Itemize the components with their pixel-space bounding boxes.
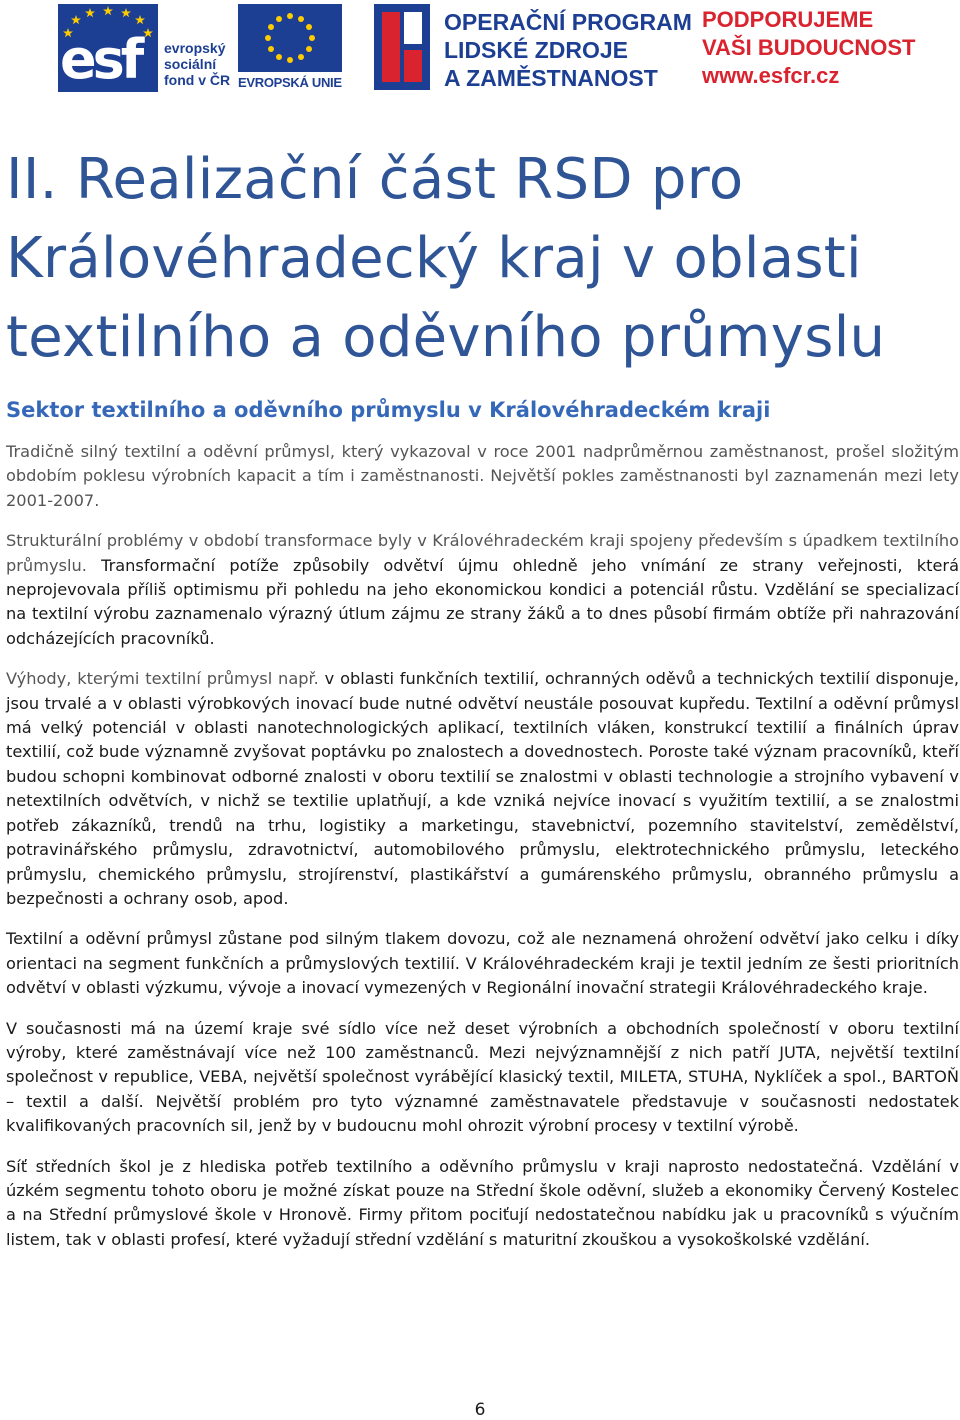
eu-logo [238,4,342,92]
op-program-mark-icon [374,4,430,90]
esf-caption-line: evropský [164,40,226,56]
esf-caption-line: fond v ČR [164,72,231,88]
paragraph [6,440,959,513]
paragraph-text: Výhody, kterými textilní průmysl např. [6,669,325,689]
paragraph [6,667,959,911]
op-program-line: OPERAČNÍ PROGRAM [444,9,692,35]
op-program-line: A ZAMĚSTNANOST [444,65,658,91]
support-slogan-logo [702,6,916,90]
paragraph [6,1155,959,1253]
paragraph-text: Strukturální problémy v období transformace byly v Královéhradeckém kraji spojeny především s úpadkem textilního průmyslu. [6,531,959,575]
paragraph-text: Síť středních škol je z hlediska potřeb textilního a oděvního průmyslu v kraji naprosto nedostatečná. Vzdělání v úzkém segmentu tohoto oboru je možné získat pouze na Střední škole oděvní, služeb a ekonomiky Červený Kostelec a na Střední průmyslové škole v Hronově. Firmy přitom pociťují nedostatečnou nabídku jak u pracovníků s výučním listem, tak v oblasti profesí, které vyžadují střední vzdělání s maturitní zkouškou a vysokoškolské vzdělání. [6,1156,959,1249]
op-lidske-zdroje-logo [374,4,692,92]
paragraph-text: Textilní a oděvní průmysl zůstane pod silným tlakem dovozu, což ale neznamená ohrožení odvětví jako celku i díky orientaci na segment funkčních a průmyslových textilií. V Královéhradeckém kraji je textil jedním ze šesti prioritních odvětví v oblasti výzkumu, vývoje a inovací vymezených v Regionální inovační strategii Královéhradeckého kraje. [6,929,959,998]
paragraph [6,529,959,651]
support-line: VAŠI BUDOUCNOST [702,35,916,60]
eu-flag-stars-icon [238,4,342,72]
support-website: www.esfcr.cz [702,63,840,88]
paragraph-text: Transformační potíže způsobily odvětví újmu ohledně jeho vnímání ze strany veřejnosti, která neprojevovala příliš optimismu při pohledu na jeho ekonomickou kondici a potenciál růstu. Vzdělání se specializací na textilní výrobu zaznamenalo výrazný útlum zájmu ze strany žáků a to dnes působí firmám obtíže při nahrazování odcházejících pracovníků. [6,555,959,648]
esf-logo-caption [164,40,240,88]
paragraph-text: V současnosti má na území kraje své sídlo více než deset výrobních a obchodních společností v oboru textilní výroby, které zaměstnávají více než 100 zaměstnanců. Mezi nejvýznamnější z nich patří JUTA, největší textilní společnost v republice, VEBA, největší společnost vyrábějící klasický textil, MILETA, STUHA, Nyklíček a spol., BARTOŇ – textil a další. Největší problém pro tyto významné zaměstnavatele představuje v současnosti nedostatek kvalifikovaných pracovních sil, jenž by v budoucnu mohl ohrozit výrobní procesy v textilní výrobě. [6,1018,959,1136]
esf-logo [58,4,233,92]
eu-flag-icon [238,4,342,72]
esf-logo-letters: esf [60,28,141,91]
page-number: 6 [474,1400,486,1420]
paragraph-text: Tradičně silný textilní a oděvní průmysl, který vykazoval v roce 2001 nadprůměrnou zaměstnanost, prošel složitým obdobím poklesu výrobních kapacit a tím i zaměstnanosti. Největší pokles zaměstnanosti byl zaznamenán mezi lety 2001-2007. [6,442,959,510]
paragraph [6,927,959,1000]
esf-caption-line: sociální [164,56,217,72]
op-program-line: LIDSKÉ ZDROJE [444,37,629,63]
esf-logo-box [58,4,158,92]
eu-logo-caption: EVROPSKÁ UNIE [238,75,342,90]
document-body [6,440,959,1268]
header-logo-bar [0,0,960,100]
paragraph-text: v oblasti funkčních textilií, ochranných oděvů a technických textilií disponuje, jsou trvalé a v oblasti výrobkových inovací bude nutné odvětví neustále posouvat kupředu. Textilní a oděvní průmysl má velký potenciál v oblasti nanotechnologických aplikací, textilních vláken, konstrukcí textilií a finálních úprav textilií, což bude významně zvyšovat poptávku po znalostech a dovednostech. Poroste také význam pracovníků, kteří budou schopni kombinovat odborné znalosti v oboru textilií se znalostmi v oblasti technologie a strojního vybavení v netextilních odvětvích, v nichž se textilie uplatňují, a kde vzniká nejvíce inovací s využitím textilií, a se znalostmi potřeb zákazníků, trendů na trhu, logistiky a marketingu, stavebnictví, pozemního stavitelství, zemědělství, potravinářského průmyslu, zdravotnictví, automobilového průmyslu, elektrotechnického průmyslu, leteckého průmyslu, chemického průmyslu, strojírenství, plastikářství a gumárenského průmyslu, obranného průmyslu a bezpečnosti a ochrany osob, apod. [6,669,959,908]
page-title: II. Realizační část RSD pro Královéhradecký kraj v oblasti textilního a oděvního průmyslu [6,147,886,370]
paragraph [6,1017,959,1139]
section-heading: Sektor textilního a oděvního průmyslu v Královéhradeckém kraji [6,398,771,422]
op-program-text [444,8,692,92]
support-line: PODPORUJEME [702,7,874,32]
